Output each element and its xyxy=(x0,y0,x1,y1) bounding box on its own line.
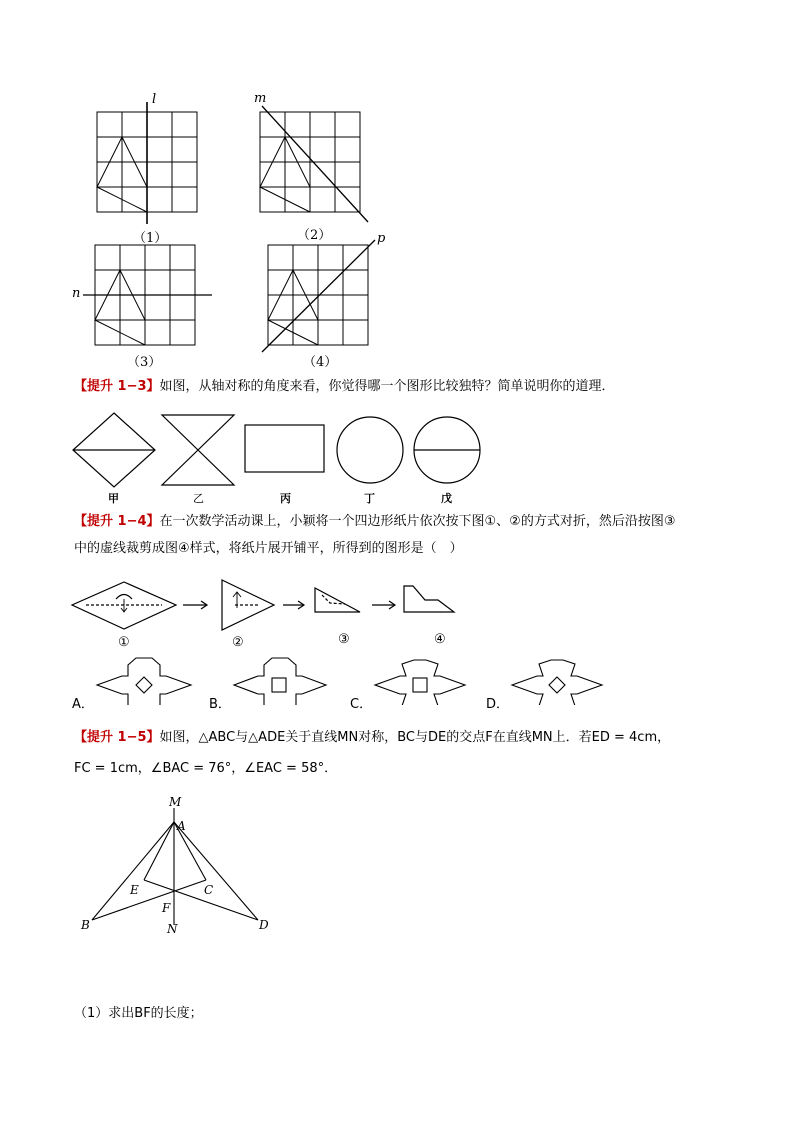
grid-1 xyxy=(97,102,197,224)
option-b-label[interactable]: B． xyxy=(209,697,231,712)
question-1-4-stem xyxy=(74,512,774,558)
point-label-F: F xyxy=(162,901,171,915)
fold-step-3 xyxy=(315,588,360,612)
option-a-shape xyxy=(97,658,191,705)
option-b-shape xyxy=(234,658,326,705)
sub-question-1: （1）求出BF的长度； xyxy=(74,1006,203,1021)
question-1-5-stem xyxy=(74,728,774,778)
shape-ding xyxy=(337,417,403,483)
shape-label-bing: 丙 xyxy=(280,492,291,505)
grid-3 xyxy=(83,245,212,345)
axis-label-l: l xyxy=(152,92,157,107)
question-text-line-1: 在一次数学活动课上，小颖将一个四边形纸片依次按下图①、②的方式对折，然后沿按图③ xyxy=(159,514,676,529)
option-c-shape xyxy=(375,660,465,705)
grid-4 xyxy=(262,240,375,352)
shape-label-wu: 戊 xyxy=(441,492,452,505)
point-label-B: B xyxy=(81,918,90,932)
step-label-1: ① xyxy=(118,635,130,650)
option-d-shape xyxy=(512,660,602,705)
grid-caption-2: （2） xyxy=(297,228,332,243)
shape-yi xyxy=(162,415,234,485)
step-label-4: ④ xyxy=(434,632,446,647)
fold-step-1 xyxy=(72,582,176,629)
point-label-E: E xyxy=(130,883,139,897)
question-tag: 【提升 1−3】 xyxy=(74,379,160,394)
fold-step-4 xyxy=(404,586,454,612)
symmetric-triangles-figure xyxy=(75,795,275,940)
grid-caption-1: （1） xyxy=(133,231,168,246)
grid-caption-4: （4） xyxy=(303,355,338,370)
shape-label-yi: 乙 xyxy=(193,492,204,505)
question-text: 如图，从轴对称的角度来看，你觉得哪一个图形比较独特？简单说明你的道理． xyxy=(159,379,615,394)
option-a-label[interactable]: A． xyxy=(72,697,94,712)
symmetry-grids-figure xyxy=(60,85,400,375)
question-text-line-2: 中的虚线裁剪成图④样式，将纸片展开铺平，所得到的图形是（ ） xyxy=(74,541,463,556)
question-1-3-stem xyxy=(74,377,774,396)
step-label-2: ② xyxy=(232,635,244,650)
step-label-3: ③ xyxy=(338,632,350,647)
point-label-D: D xyxy=(259,918,269,932)
point-label-M: M xyxy=(169,795,182,809)
question-text-line-1: 如图，△ABC与△ADE关于直线MN对称，BC与DE的交点F在直线MN上．若ED = 4cm， xyxy=(159,730,671,745)
shape-label-jia: 甲 xyxy=(108,492,119,505)
option-c-label[interactable]: C． xyxy=(350,697,373,712)
shape-jia xyxy=(73,413,155,487)
point-label-N: N xyxy=(167,922,178,936)
axis-label-p: p xyxy=(377,231,386,246)
axis-label-m: m xyxy=(254,91,267,106)
grid-caption-3: （3） xyxy=(127,355,162,370)
shape-wu xyxy=(414,417,480,483)
question-text-line-2: FC = 1cm，∠BAC = 76°，∠EAC = 58°． xyxy=(74,761,338,776)
fold-step-2 xyxy=(222,580,274,630)
point-label-A: A xyxy=(177,819,186,833)
shape-label-ding: 丁 xyxy=(364,492,375,505)
question-tag: 【提升 1−5】 xyxy=(74,730,160,745)
grid-2 xyxy=(260,106,368,222)
point-label-C: C xyxy=(204,883,214,897)
question-tag: 【提升 1−4】 xyxy=(74,514,160,529)
option-d-label[interactable]: D． xyxy=(486,697,510,712)
shape-bing xyxy=(245,425,324,472)
axis-label-n: n xyxy=(72,286,81,301)
paper-folding-steps-figure xyxy=(70,575,470,645)
